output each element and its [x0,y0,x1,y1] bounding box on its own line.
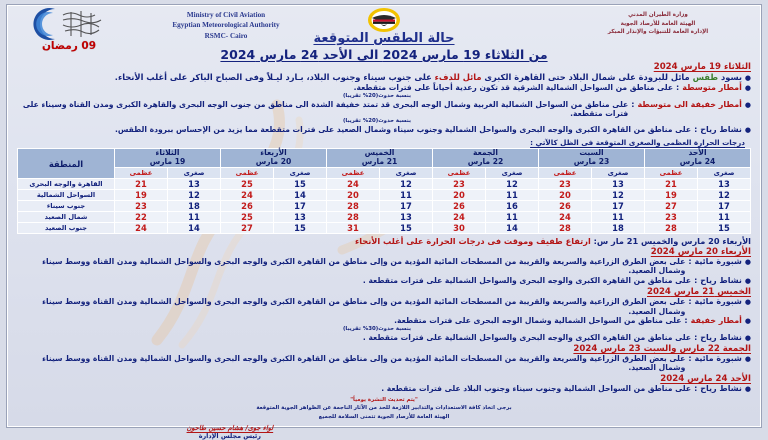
bullet-icon: ● [744,298,751,307]
tuesday-item-0 [17,83,751,98]
signer-name: لواء جوى/ هشام حسين طاحون [186,423,274,432]
region-name-cell: شمال الصعيد [18,211,115,222]
thursday-item-1 [17,316,751,331]
colon-separator: : [676,83,680,93]
lead-green: طقس [692,72,719,82]
temp-max-cell: 24 [539,211,592,222]
temp-max-cell: 24 [115,222,168,233]
colon-separator: : [694,275,698,285]
table-header-row-minmax [18,167,751,178]
phenomenon-description: على بعض الطرق الزراعية والسريعة والقريبة من المسطحات المائية المؤدية من وإلى مناطق من القاهرة الكبرى والوجه البحرى والسواحل الشمالية ومدن القناة ووسط سيناء وشمال الصعيد. [42,256,686,276]
phenomenon-description: على مناطق من القاهرة الكبرى والوجه البحرى والسواحل الشمالية وجنوب سيناء وشمال الصعيد على فترات متقطعة مما يزيد من الإحساس ببرودة الطقس. [115,124,692,134]
table-header-row-days [18,149,751,167]
phenomenon-label: نشاط رياح [700,332,742,342]
signer-title: رئيس مجلس الإدارة [198,431,261,440]
temp-max-cell: 24 [221,189,274,200]
temp-max-cell: 28 [327,200,380,211]
temp-min-cell: 14 [486,222,539,233]
day-date: 24 مارس [679,157,716,166]
sunday-item-0 [17,384,751,394]
sub-max: عظمى [539,167,592,178]
region-name-cell: السواحل الشمالية [18,189,115,200]
notice-highlight: ارتفاع طفيف وموقت فى درجات الحرارة على أغلب الأنحاء [355,235,591,246]
phenomenon-description: على مناطق من السواحل الشمالية الشرقية قد تكون رعدية أحياناً على فترات متقطعة. [353,83,674,93]
temperature-rise-notice [17,236,751,246]
ministry-en-line2: Egyptian Meteorological Authority [172,21,280,30]
ministry-en-line1: Ministry of Civil Aviation [186,11,266,19]
phenomenon-description: على مناطق من القاهرة الكبرى والوجه البحرى والسواحل الشمالية على فترات متقطعة . [362,275,692,285]
day-heading-sunday: الأحد 24 مارس 2024 [660,373,751,384]
temp-min-cell: 14 [274,189,327,200]
temp-min-cell: 13 [698,178,751,189]
forecast-block-wednesday [17,247,751,286]
temp-min-cell: 11 [380,189,433,200]
day-name: الثلاثاء [155,148,180,158]
colon-separator: : [694,124,698,134]
phenomenon-description: على بعض الطرق الزراعية والسريعة والقريبة من المسطحات المائية المؤدية من وإلى مناطق من القاهرة الكبرى والوجه البحرى والسواحل الشمالية ومدن القناة ووسط سيناء وشمال الصعيد. [42,353,686,373]
probability-note: بنسبة حدوث(20% تقريبا) [342,117,412,124]
friday-saturday-item-0 [17,354,751,373]
temp-min-cell: 18 [168,200,221,211]
bullet-icon: ● [744,257,751,266]
temp-min-cell: 15 [274,222,327,233]
colon-separator: : [688,256,692,266]
temp-min-cell: 12 [592,189,645,200]
temp-min-cell: 11 [698,211,751,222]
phenomenon-description: على مناطق من السواحل الشمالية وشمال الوجه البحرى على فترات متقطعة. [394,316,682,326]
document-footer [17,396,751,439]
temp-min-cell: 13 [274,211,327,222]
sub-max: عظمى [221,167,274,178]
ramadan-date-badge: 09 رمضان [41,40,97,52]
temp-max-cell: 26 [539,200,592,211]
day-column-saturday [539,149,645,167]
forecast-block-tuesday [17,62,751,135]
sub-max: عظمى [645,167,698,178]
temp-max-cell: 21 [115,178,168,189]
temp-max-cell: 27 [221,222,274,233]
notice-prefix: الأربعاء 20 مارس والخميس 21 مار س: [590,235,751,246]
phenomenon-description: على مناطق من السواحل الشمالية وجنوب سيناء وجنوب البلاد على فترات متقطعة . [381,383,692,393]
phenomenon-label: شبورة مائية [694,353,742,363]
phenomenon-label: أمطار خفيفة [690,316,742,326]
temp-max-cell: 26 [433,200,486,211]
temp-min-cell: 11 [168,211,221,222]
temp-max-cell: 22 [115,211,168,222]
thursday-item-2 [17,333,751,343]
colon-separator: : [688,353,692,363]
signature-block [17,424,751,440]
colon-separator: : [694,332,698,342]
temp-max-cell: 26 [221,200,274,211]
temp-max-cell: 23 [433,178,486,189]
temp-max-cell: 25 [221,211,274,222]
phenomenon-label: شبورة مائية [694,256,742,266]
temp-max-cell: 20 [327,189,380,200]
bulletin-sheet [6,4,762,440]
wednesday-item-1 [17,276,751,286]
day-date: 20 مارس [255,157,292,166]
region-name-cell: جنوب سيناء [18,200,115,211]
temp-min-cell: 12 [168,189,221,200]
day-date: 22 مارس [467,157,504,166]
table-row [18,178,751,189]
bullet-icon: ● [744,84,751,93]
day-heading-friday-saturday: الجمعة 22 مارس والسبت 23 مارس 2024 [573,343,751,354]
temp-max-cell: 19 [115,189,168,200]
day-name: الأربعاء [260,148,287,158]
ministry-ar-line3: الإدارة العامة للتنبؤات والإنذار المبكر [607,29,709,36]
phenomenon-label: أمطار متوسطة [682,83,742,93]
temp-max-cell: 23 [539,178,592,189]
lead-pre: يسود [718,72,742,82]
phenomenon-description: على مناطق من السواحل الشمالية الغربية وشمال الوجه البحرى قد تمتد خفيفة الشدة الى مناطق من جنوب الوجه البحرى والقاهرة الكبرى ومدن القناة وسيناء على فترات متقطعة. [22,99,629,119]
temp-min-cell: 11 [486,189,539,200]
temp-min-cell: 11 [486,211,539,222]
probability-note: بنسبة حدوث(20% تقريبا) [342,92,412,99]
temp-min-cell: 11 [592,211,645,222]
temp-max-cell: 28 [539,222,592,233]
colon-separator: : [684,316,688,326]
bullet-icon: ● [744,74,751,82]
phenomenon-label: أمطار خفيفة الى متوسطة [637,99,742,109]
temp-min-cell: 12 [486,178,539,189]
day-column-wednesday [221,149,327,167]
forecast-block-friday-saturday [17,344,751,373]
day-date: 21 مارس [361,157,398,166]
table-row [18,222,751,233]
safety-advice: برجى اتخاذ كافة الاستعدادات والتدابير اللازمة للحد من الآثار الناجمة عن الظواهر الجوية المتوقعة [256,405,512,412]
phenomenon-description: على بعض الطرق الزراعية والسريعة والقريبة من المسطحات المائية المؤدية من وإلى مناطق من القاهرة الكبرى والوجه البحرى والسواحل الشمالية ومدن القناة ووسط سيناء وشمال الصعيد. [42,297,686,316]
colon-separator: : [631,99,635,109]
sub-min: صغرى [380,167,433,178]
tuesday-item-2 [17,125,751,135]
sub-min: صغرى [168,167,221,178]
temp-min-cell: 13 [380,211,433,222]
ministry-en-line3: RSMC- Cairo [204,31,248,40]
region-name-cell: جنوب الصعيد [18,222,115,233]
sub-min: صغرى [698,167,751,178]
day-column-tuesday [115,149,221,167]
table-caption: درجات الحرارة العظمى والصغرى المتوقعة فى الظل كالآتي : [530,138,745,148]
colon-separator: : [694,383,698,393]
date-range-subtitle: من الثلاثاء 19 مارس 2024 الى الأحد 24 مارس 2024 [220,47,548,62]
day-heading-tuesday: الثلاثاء 19 مارس 2024 [653,62,751,72]
sub-max: عظمى [327,167,380,178]
ministry-ar-line1: وزارة الطيران المدني [628,12,688,18]
bullet-icon: ● [744,125,751,134]
temp-min-cell: 13 [168,178,221,189]
temp-max-cell: 24 [327,178,380,189]
tuesday-lead-text [17,72,751,83]
temp-max-cell: 27 [645,200,698,211]
temp-min-cell: 14 [168,222,221,233]
forecast-block-sunday [17,374,751,394]
wednesday-item-0 [17,257,751,276]
day-heading-wednesday: الأربعاء 20 مارس 2024 [650,246,751,257]
temp-min-cell: 12 [698,189,751,200]
day-name: الخميس [364,148,395,158]
tuesday-item-1 [17,100,751,124]
sub-min: صغرى [486,167,539,178]
temp-min-cell: 17 [274,200,327,211]
table-row [18,211,751,222]
day-name: السبت [579,148,604,158]
temp-min-cell: 15 [274,178,327,189]
page-title: حالة الطقس المتوقعة [313,31,455,46]
safety-wish: الهيئة العامة للأرصاد الجوية تتمنى السلامة للجميع [318,413,450,420]
temp-min-cell: 17 [698,200,751,211]
temp-max-cell: 19 [645,189,698,200]
colon-separator: : [688,297,692,307]
day-column-friday [433,149,539,167]
sub-min: صغرى [274,167,327,178]
temp-min-cell: 17 [380,200,433,211]
day-name: الجمعة [473,148,498,158]
phenomenon-label: نشاط رياح [700,383,742,393]
ministry-ar-line2: الهيئة العامة للأرصاد الجوية [620,20,696,27]
day-column-thursday [327,149,433,167]
phenomenon-label: شبورة مائية [694,297,742,307]
bullet-icon: ● [744,276,751,285]
temp-min-cell: 15 [380,222,433,233]
temp-max-cell: 23 [645,211,698,222]
bullet-icon: ● [744,354,751,363]
temp-max-cell: 28 [645,222,698,233]
probability-note: بنسبة حدوث(30% تقريبا) [342,325,412,332]
temp-max-cell: 21 [645,178,698,189]
region-column-header: المنطقة [18,149,115,178]
temp-max-cell: 20 [539,189,592,200]
egypt-eagle-emblem-icon [367,7,401,33]
temperature-table [17,148,751,233]
bullet-icon: ● [744,317,751,326]
table-row [18,189,751,200]
thursday-item-0 [17,297,751,316]
temp-min-cell: 15 [698,222,751,233]
table-row [18,200,751,211]
bullet-icon: ● [744,333,751,342]
lead-mid: مائل للبرودة على شمال البلاد حتى القاهرة الكبرى [481,72,693,82]
temperature-table-body [18,178,751,233]
phenomenon-description: على مناطق من القاهرة الكبرى والوجه البحرى والسواحل الشمالية على فترات متقطعة . [362,332,692,342]
bullet-icon: ● [744,384,751,393]
temp-min-cell: 12 [380,178,433,189]
phenomenon-label: نشاط رياح [700,275,742,285]
sub-min: صغرى [592,167,645,178]
day-name: الأحد [688,148,707,158]
phenomenon-label: نشاط رياح [700,124,742,134]
temp-min-cell: 16 [486,200,539,211]
temp-max-cell: 25 [221,178,274,189]
lead-red: مائل للدفء [434,72,482,82]
temp-max-cell: 28 [327,211,380,222]
temp-max-cell: 31 [327,222,380,233]
day-heading-thursday: الخميس 21 مارس 2024 [646,287,751,298]
day-column-sunday [645,149,751,167]
region-name-cell: القاهرة والوجه البحرى [18,178,115,189]
forecast-body [7,62,761,440]
temp-max-cell: 30 [433,222,486,233]
forecast-block-thursday [17,287,751,343]
temp-min-cell: 13 [592,178,645,189]
temp-min-cell: 18 [592,222,645,233]
day-date: 23 مارس [573,157,610,166]
temp-max-cell: 23 [115,200,168,211]
day-date: 19 مارس [149,157,186,166]
bullet-icon: ● [744,100,751,109]
update-note: "يتم تحديث النشرة يومياً" [350,397,418,404]
lead-post: على جنوب سيناء وجنوب البلاد، بـارد ليـلاً وفى الصباح الباكر على أغلب الأنحاء. [114,72,435,82]
temp-max-cell: 20 [433,189,486,200]
sub-max: عظمى [115,167,168,178]
temp-max-cell: 24 [433,211,486,222]
sub-max: عظمى [433,167,486,178]
document-header [7,5,761,61]
temp-min-cell: 17 [592,200,645,211]
